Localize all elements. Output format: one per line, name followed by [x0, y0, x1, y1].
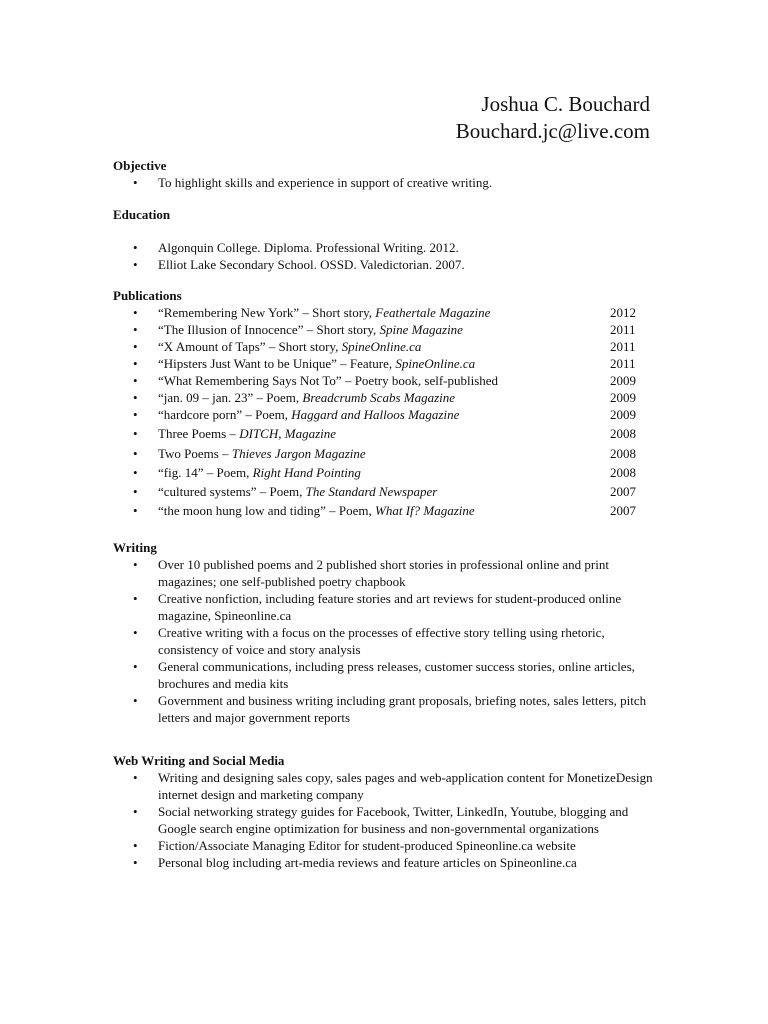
list-item [113, 658, 653, 692]
list-item [113, 692, 653, 726]
education-list [113, 239, 653, 273]
publication-title: “hardcore porn” – Poem, [158, 407, 292, 422]
bullet-icon: • [133, 446, 138, 461]
list-item [113, 837, 653, 854]
writing-item-text: Government and business writing including grant proposals, briefing notes, sales letters, pitch letters and major government reports [158, 693, 647, 725]
bullet-icon: • [133, 407, 138, 422]
education-item-text: Algonquin College. Diploma. Professional Writing. 2012. [158, 240, 459, 255]
list-item [113, 239, 653, 256]
list-item [113, 590, 653, 624]
publication-title: “fig. 14” – Poem, [158, 465, 253, 480]
publication-year: 2007 [610, 484, 636, 499]
bullet-icon: • [133, 356, 138, 371]
resume-header [456, 91, 650, 145]
bullet-icon: • [133, 175, 138, 190]
applicant-name: Joshua C. Bouchard [481, 92, 650, 116]
list-item [113, 769, 653, 803]
list-item [113, 624, 653, 658]
writing-list [113, 556, 653, 726]
publication-row [113, 389, 653, 406]
bullet-icon: • [133, 770, 138, 785]
publication-row [113, 483, 653, 502]
bullet-icon: • [133, 465, 138, 480]
publication-year: 2008 [610, 465, 636, 480]
publication-venue: Spine Magazine [379, 322, 463, 337]
list-item [113, 556, 653, 590]
publication-year: 2011 [610, 356, 636, 371]
writing-item-text: Creative writing with a focus on the processes of effective story telling using rhetoric, consistency of voice and story analysis [158, 625, 605, 657]
publications-list [113, 304, 653, 521]
publication-year: 2009 [610, 407, 636, 422]
objective-item-text: To highlight skills and experience in support of creative writing. [158, 175, 493, 190]
web-writing-section [113, 753, 653, 871]
writing-item-text: General communications, including press releases, customer success stories, online articles, brochures and media kits [158, 659, 635, 691]
publication-title: “What Remembering Says Not To” – Poetry book, self-published [158, 373, 499, 388]
bullet-icon: • [133, 557, 138, 572]
objective-section [113, 158, 653, 191]
bullet-icon: • [133, 591, 138, 606]
list-item [113, 174, 653, 191]
bullet-icon: • [133, 625, 138, 640]
education-section [113, 207, 653, 273]
publication-row [113, 502, 653, 521]
publication-title: “The Illusion of Innocence” – Short story, [158, 322, 380, 337]
publication-year: 2009 [610, 390, 636, 405]
bullet-icon: • [133, 484, 138, 499]
publication-year: 2011 [610, 339, 636, 354]
publication-venue: DITCH, Magazine [239, 426, 337, 441]
list-item [113, 803, 653, 837]
bullet-icon: • [133, 659, 138, 674]
publication-title: “Hipsters Just Want to be Unique” – Feature, [158, 356, 396, 371]
publication-year: 2008 [610, 446, 636, 461]
publication-venue: What If? Magazine [375, 503, 475, 518]
publications-heading: Publications [113, 288, 182, 303]
bullet-icon: • [133, 240, 138, 255]
publication-row [113, 355, 653, 372]
objective-list [113, 174, 653, 191]
publication-row [113, 445, 653, 464]
publication-year: 2008 [610, 426, 636, 441]
publication-title: “Remembering New York” – Short story, [158, 305, 376, 320]
writing-item-text: Over 10 published poems and 2 published short stories in professional online and print magazines; one self-published poetry chapbook [158, 557, 609, 589]
publication-venue: Thieves Jargon Magazine [231, 446, 366, 461]
publication-venue: SpineOnline.ca [395, 356, 476, 371]
publication-venue: Haggard and Halloos Magazine [291, 407, 460, 422]
bullet-icon: • [133, 339, 138, 354]
bullet-icon: • [133, 373, 138, 388]
publication-title: Three Poems – [158, 426, 240, 441]
publication-title: “cultured systems” – Poem, [158, 484, 306, 499]
publication-year: 2009 [610, 373, 636, 388]
publication-title: Two Poems – [158, 446, 232, 461]
bullet-icon: • [133, 503, 138, 518]
writing-section [113, 540, 653, 726]
writing-heading: Writing [113, 540, 157, 555]
list-item [113, 854, 653, 871]
bullet-icon: • [133, 305, 138, 320]
bullet-icon: • [133, 322, 138, 337]
objective-heading: Objective [113, 158, 167, 173]
bullet-icon: • [133, 838, 138, 853]
web-writing-item-text: Personal blog including art-media reviews and feature articles on Spineonline.ca [158, 855, 577, 870]
publication-venue: Breadcrumb Scabs Magazine [302, 390, 456, 405]
applicant-email: Bouchard.jc@live.com [455, 119, 650, 143]
publication-year: 2007 [610, 503, 636, 518]
publications-section [113, 288, 653, 521]
publication-row [113, 464, 653, 483]
bullet-icon: • [133, 804, 138, 819]
publication-row [113, 338, 653, 355]
publication-title: “jan. 09 – jan. 23” – Poem, [158, 390, 303, 405]
web-writing-heading: Web Writing and Social Media [113, 753, 285, 768]
bullet-icon: • [133, 855, 138, 870]
publication-venue: The Standard Newspaper [305, 484, 438, 499]
publication-row [113, 321, 653, 338]
publication-year: 2011 [610, 322, 636, 337]
web-writing-item-text: Writing and designing sales copy, sales pages and web-application content for MonetizeDesign internet design and marketing company [158, 770, 653, 802]
web-writing-list [113, 769, 653, 871]
bullet-icon: • [133, 426, 138, 441]
web-writing-item-text: Social networking strategy guides for Facebook, Twitter, LinkedIn, Youtube, blogging and Google search engine optimization for business and non-governmental organizations [158, 804, 629, 836]
education-item-text: Elliot Lake Secondary School. OSSD. Valedictorian. 2007. [158, 257, 465, 272]
bullet-icon: • [133, 257, 138, 272]
list-item [113, 256, 653, 273]
publication-row [113, 304, 653, 321]
writing-item-text: Creative nonfiction, including feature stories and art reviews for student-produced online magazine, Spineonline.ca [158, 591, 622, 623]
web-writing-item-text: Fiction/Associate Managing Editor for student-produced Spineonline.ca website [158, 838, 576, 853]
bullet-icon: • [133, 390, 138, 405]
publication-venue: Right Hand Pointing [252, 465, 361, 480]
publication-venue: SpineOnline.ca [341, 339, 422, 354]
publication-year: 2012 [610, 305, 636, 320]
publication-title: “X Amount of Taps” – Short story, [158, 339, 342, 354]
publication-venue: Feathertale Magazine [375, 305, 491, 320]
publication-title: “the moon hung low and tiding” – Poem, [158, 503, 376, 518]
publication-row [113, 425, 653, 445]
education-heading: Education [113, 207, 171, 222]
bullet-icon: • [133, 693, 138, 708]
publication-row [113, 406, 653, 425]
publication-row [113, 372, 653, 389]
